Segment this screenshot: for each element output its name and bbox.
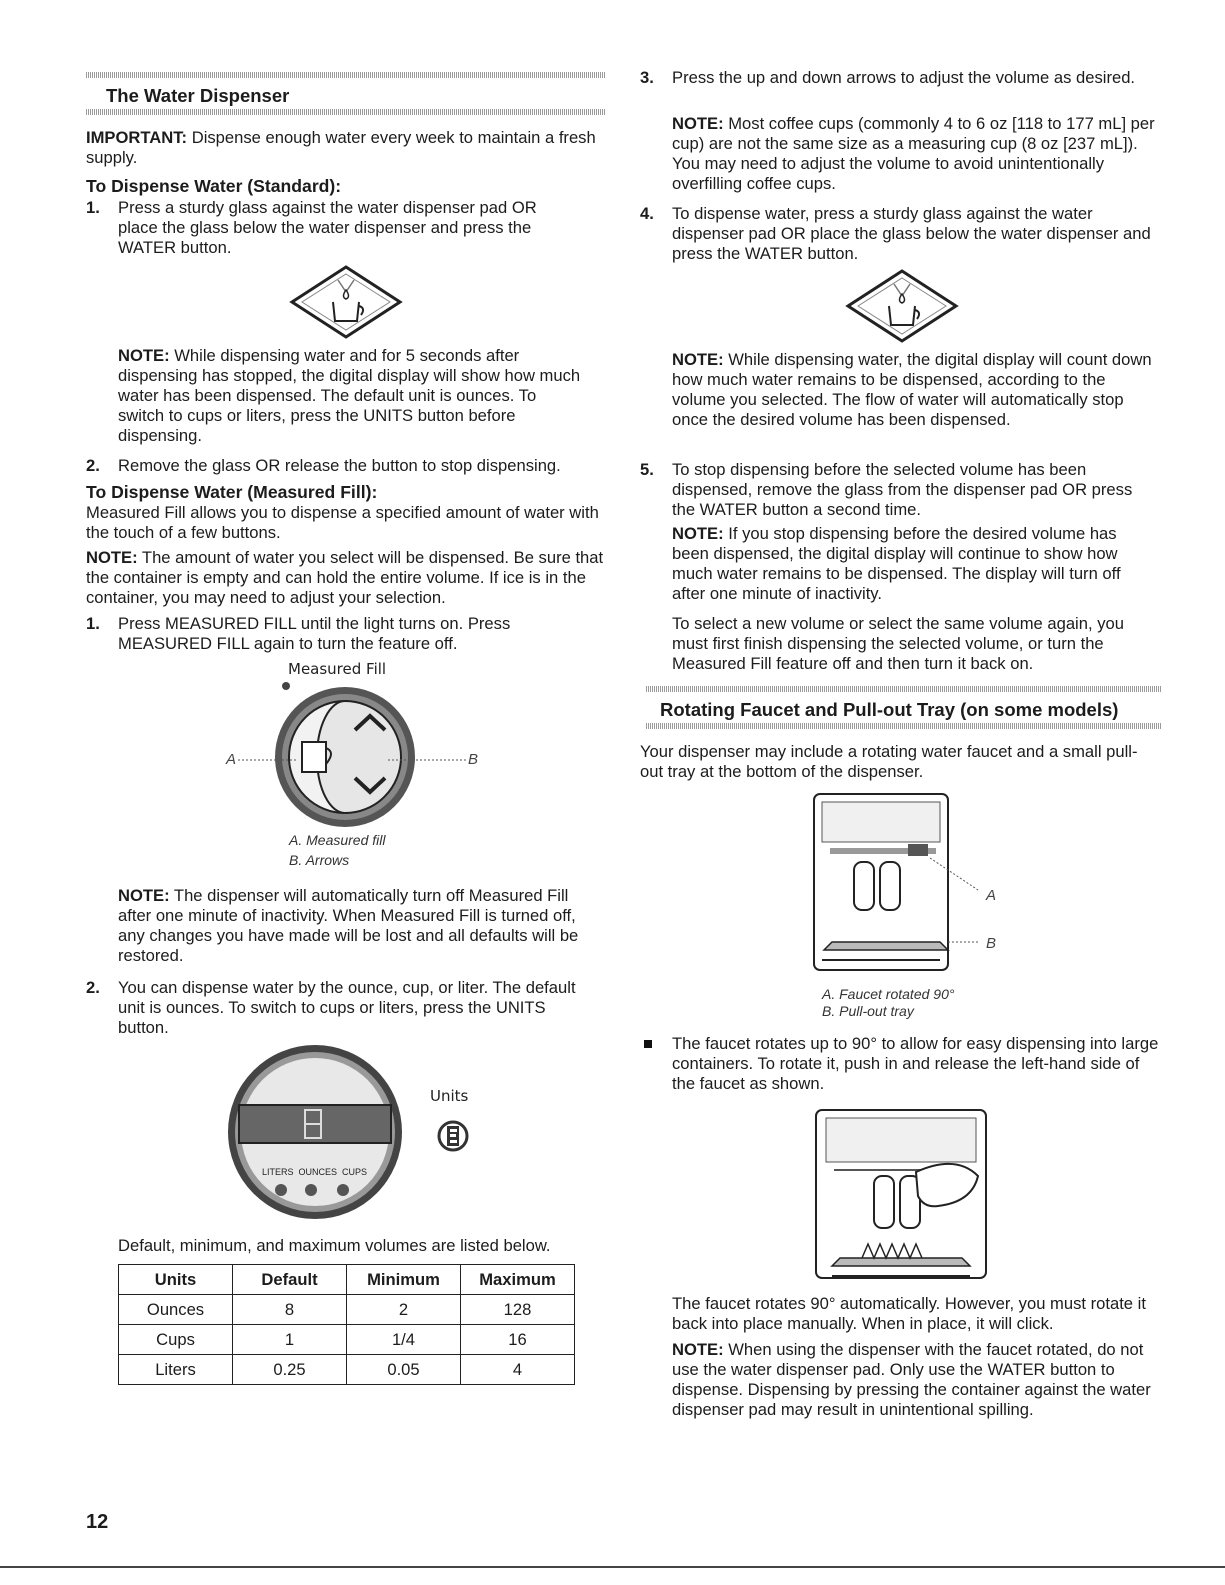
table-cell: 1 [233, 1325, 347, 1355]
table-cell: 128 [461, 1295, 575, 1325]
faucet-caption-a: A. Faucet rotated 90° [822, 986, 955, 1002]
measured-fill-label-b: B [468, 751, 479, 768]
table-header-cell: Maximum [461, 1265, 575, 1295]
measured-fill-caption-a: A. Measured fill [289, 832, 386, 848]
section-rule-top [86, 72, 606, 78]
measured-note: NOTE: The amount of water you select will be dispensed. Be sure that the container is empty and can hold the entire volume. If ice is in the container, you may need to adjust your selection. [86, 548, 604, 607]
step5-extra: To select a new volume or select the same volume again, you must first finish dispensing the selected volume, or turn the Measured Fill feature off and then turn it back on. [672, 614, 1124, 673]
important-paragraph: IMPORTANT: Dispense enough water every week to maintain a fresh supply. [86, 128, 596, 167]
table-row [119, 1355, 575, 1385]
faucet-caption-b: B. Pull-out tray [822, 1003, 914, 1019]
table-cell: 0.25 [233, 1355, 347, 1385]
measured-fill-note: NOTE: The dispenser will automatically turn off Measured Fill after one minute of inactivity. When Measured Fill is turned off, any changes you have made will be lost and all defaults will be restored. [118, 886, 579, 965]
table-cell: 1/4 [347, 1325, 461, 1355]
table-cell: 8 [233, 1295, 347, 1325]
table-row [119, 1325, 575, 1355]
volume-table [118, 1264, 575, 1385]
table-cell: 0.05 [347, 1355, 461, 1385]
table-cell: Cups [119, 1325, 233, 1355]
faucet-label-b: B [986, 935, 997, 952]
faucet-rotate-illustration [812, 1108, 992, 1284]
water-pad-icon [842, 268, 962, 344]
units-display-illustration [225, 1040, 515, 1230]
table-cell: 16 [461, 1325, 575, 1355]
step5-note: NOTE: If you stop dispensing before the desired volume has been dispensed, the digital display will continue to show how much water remains to be dispensed. The display will turn off after one minute of inactivity. [672, 524, 1121, 603]
page-bottom-rule [0, 1566, 1225, 1568]
table-intro: Default, minimum, and maximum volumes are listed below. [118, 1236, 551, 1255]
measured-fill-caption-b: B. Arrows [289, 852, 350, 868]
bullet-icon [644, 1040, 652, 1048]
measured-fill-label-a: A [226, 751, 237, 768]
section-rule-bottom [646, 723, 1162, 729]
faucet-tray-illustration [812, 792, 1002, 982]
water-pad-icon [286, 264, 406, 340]
section-rule-top [646, 686, 1162, 692]
table-header-cell: Default [233, 1265, 347, 1295]
table-cell: Liters [119, 1355, 233, 1385]
table-header-cell: Units [119, 1265, 233, 1295]
table-cell: 4 [461, 1355, 575, 1385]
measured-fill-figure-title: Measured Fill [288, 660, 387, 678]
faucet-intro: Your dispenser may include a rotating water faucet and a small pull-out tray at the bottom of the dispenser. [640, 742, 1138, 781]
table-cell: 2 [347, 1295, 461, 1325]
step3-note: NOTE: Most coffee cups (commonly 4 to 6 oz [118 to 177 mL] per cup) are not the same size as a measuring cup (8 oz [237 mL]). You may need to adjust the volume to avoid unintentionally overfilling coffee cups. [672, 114, 1155, 193]
standard-heading: To Dispense Water (Standard): [86, 176, 342, 196]
faucet-bullet: The faucet rotates up to 90° to allow for easy dispensing into large containers. To rotate it, push in and release the left-hand side of the faucet as shown. [672, 1034, 1159, 1093]
section-title-water-dispenser: The Water Dispenser [106, 85, 290, 106]
table-row [119, 1295, 575, 1325]
table-header-row [119, 1265, 575, 1295]
faucet-auto-paragraph: The faucet rotates 90° automatically. However, you must rotate it back into place manually. When in place, it will click. [672, 1294, 1146, 1333]
standard-note: NOTE: While dispensing water and for 5 seconds after dispensing has stopped, the digital display will show how much water has been dispensed. The default unit is ounces. To switch to cups or liters, press the UNITS button before dispensing. [118, 346, 581, 445]
section-title-rotating-faucet: Rotating Faucet and Pull-out Tray (on some models) [660, 699, 1119, 720]
measured-fill-illustration [220, 680, 490, 830]
faucet-note: NOTE: When using the dispenser with the faucet rotated, do not use the water dispenser pad. Only use the WATER button to dispense. Dispensing by pressing the container against the water dispenser pad may result in unintentional spilling. [672, 1340, 1151, 1419]
section-rule-bottom [86, 109, 606, 115]
units-display-labels: LITERS OUNCES CUPS [262, 1167, 368, 1177]
measured-heading: To Dispense Water (Measured Fill): [86, 482, 378, 502]
table-cell: Ounces [119, 1295, 233, 1325]
measured-intro: Measured Fill allows you to dispense a specified amount of water with the touch of a few buttons. [86, 503, 599, 542]
faucet-label-a: A [986, 887, 997, 904]
units-figure-title: Units [430, 1087, 469, 1105]
table-header-cell: Minimum [347, 1265, 461, 1295]
step4-note: NOTE: While dispensing water, the digital display will count down how much water remains to be dispensed, according to the volume you selected. The flow of water will automatically stop once the desired volume has been dispensed. [672, 350, 1152, 429]
page-number: 12 [86, 1511, 109, 1533]
